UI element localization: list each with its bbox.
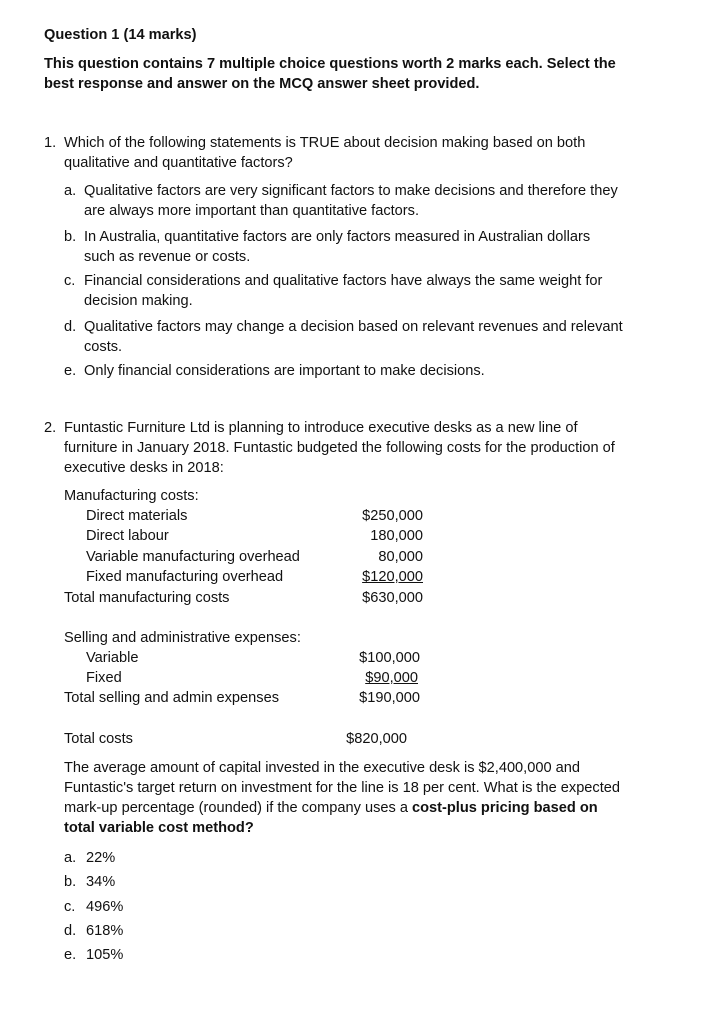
q1-option-a-line-2: are always more important than quantitative factors. bbox=[84, 203, 420, 219]
q2-option-e-text: 105% bbox=[86, 947, 124, 963]
q2-stem-line-3: executive desks in 2018: bbox=[64, 460, 224, 476]
q2-stem-line-1: Funtastic Furniture Ltd is planning to introduce executive desks as a new line of bbox=[64, 420, 578, 436]
q1-option-d-letter: d. bbox=[64, 319, 77, 335]
q2-option-c-text: 496% bbox=[86, 899, 124, 915]
total-costs-value: $820,000 bbox=[346, 731, 407, 747]
instructions-line-2: best response and answer on the MCQ answer sheet provided. bbox=[44, 76, 480, 92]
mfg-row-value: $250,000 bbox=[362, 508, 423, 524]
mfg-total-value: $630,000 bbox=[362, 590, 423, 606]
manufacturing-heading: Manufacturing costs: bbox=[64, 488, 199, 504]
q2-option-a-text: 22% bbox=[86, 850, 116, 866]
q2-option-c-letter: c. bbox=[64, 899, 76, 915]
q2-stem-line-2: furniture in January 2018. Funtastic budgeted the following costs for the production of bbox=[64, 440, 615, 456]
q1-number: 1. bbox=[44, 135, 57, 151]
mfg-total-label: Total manufacturing costs bbox=[64, 590, 230, 606]
mfg-row-label: Variable manufacturing overhead bbox=[86, 549, 300, 565]
q2-body-line-3-plain: mark-up percentage (rounded) if the company uses a bbox=[64, 800, 413, 816]
mfg-row-label: Direct labour bbox=[86, 528, 169, 544]
q1-option-c-line-1: Financial considerations and qualitative factors have always the same weight for bbox=[84, 273, 603, 289]
q2-option-b-letter: b. bbox=[64, 874, 77, 890]
selling-row-value: $90,000 bbox=[365, 670, 418, 686]
q2-option-d-letter: d. bbox=[64, 923, 77, 939]
q2-body-line-4: total variable cost method? bbox=[64, 820, 254, 836]
mfg-row-label: Fixed manufacturing overhead bbox=[86, 569, 284, 585]
mfg-row-value: 180,000 bbox=[370, 528, 423, 544]
q1-option-b-line-1: In Australia, quantitative factors are only factors measured in Australian dollars bbox=[84, 229, 591, 245]
q1-option-e-line-1: Only financial considerations are important to make decisions. bbox=[84, 363, 485, 379]
q2-option-d-text: 618% bbox=[86, 923, 124, 939]
question-title: Question 1 (14 marks) bbox=[44, 27, 197, 43]
q2-body-line-1: The average amount of capital invested in the executive desk is $2,400,000 and bbox=[64, 760, 580, 776]
q2-number: 2. bbox=[44, 420, 57, 436]
selling-row-value: $100,000 bbox=[359, 650, 420, 666]
q2-body-line-3-bold: cost-plus pricing based on bbox=[412, 800, 598, 816]
q1-option-b-line-2: such as revenue or costs. bbox=[84, 249, 251, 265]
q2-body-line-3 bbox=[64, 798, 598, 818]
selling-row-label: Fixed bbox=[86, 670, 122, 686]
mfg-row-label: Direct materials bbox=[86, 508, 188, 524]
selling-total-value: $190,000 bbox=[359, 690, 420, 706]
mfg-row-value: $120,000 bbox=[362, 569, 423, 585]
q2-option-b-text: 34% bbox=[86, 874, 116, 890]
q1-option-d-line-1: Qualitative factors may change a decision based on relevant revenues and relevant bbox=[84, 319, 623, 335]
q2-option-a-letter: a. bbox=[64, 850, 77, 866]
q1-option-a-letter: a. bbox=[64, 183, 77, 199]
q1-option-a-line-1: Qualitative factors are very significant factors to make decisions and therefore they bbox=[84, 183, 618, 199]
selling-total-label: Total selling and admin expenses bbox=[64, 690, 279, 706]
q1-stem-line-1: Which of the following statements is TRUE about decision making based on both bbox=[64, 135, 586, 151]
total-costs-label: Total costs bbox=[64, 731, 133, 747]
selling-heading: Selling and administrative expenses: bbox=[64, 630, 301, 646]
q1-stem-line-2: qualitative and quantitative factors? bbox=[64, 155, 293, 171]
q2-option-e-letter: e. bbox=[64, 947, 77, 963]
q1-option-d-line-2: costs. bbox=[84, 339, 123, 355]
q1-option-e-letter: e. bbox=[64, 363, 77, 379]
q1-option-b-letter: b. bbox=[64, 229, 77, 245]
instructions-line-1: This question contains 7 multiple choice questions worth 2 marks each. Select the bbox=[44, 56, 616, 72]
q1-option-c-line-2: decision making. bbox=[84, 293, 193, 309]
q2-body-line-2: Funtastic's target return on investment for the line is 18 per cent. What is the expected bbox=[64, 780, 621, 796]
q1-option-c-letter: c. bbox=[64, 273, 76, 289]
mfg-row-value: 80,000 bbox=[378, 549, 423, 565]
selling-row-label: Variable bbox=[86, 650, 139, 666]
